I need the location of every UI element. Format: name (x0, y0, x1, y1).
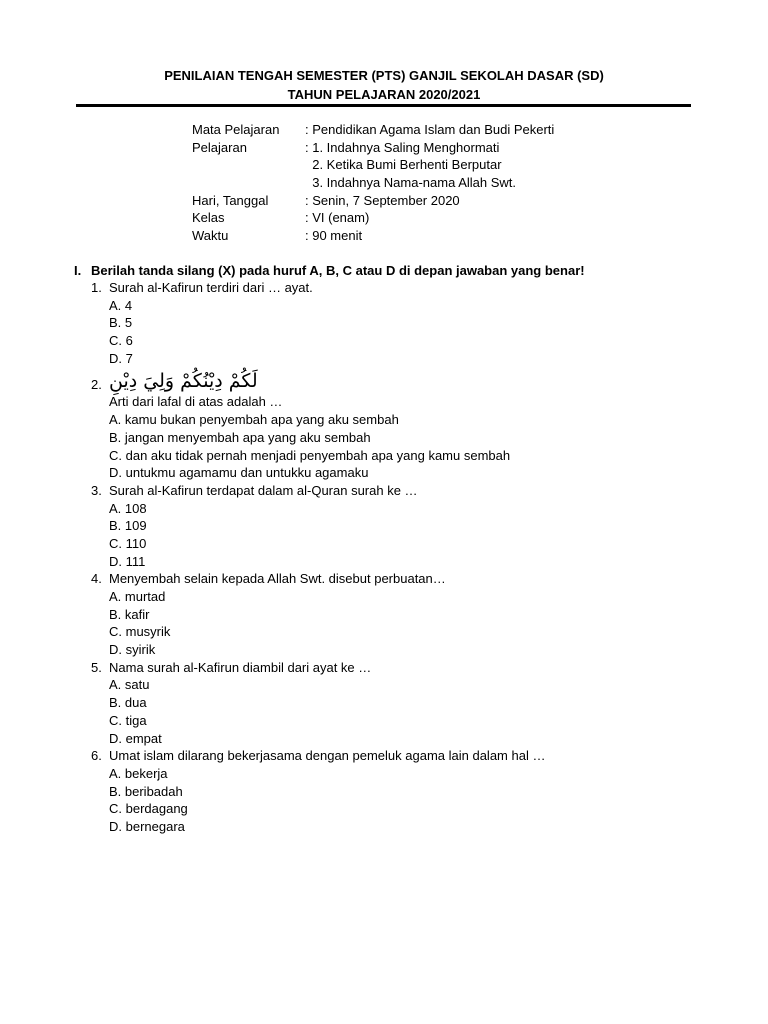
section-instruction (74, 262, 585, 280)
question-5 (91, 659, 545, 677)
info-value: : 90 menit (305, 228, 363, 244)
option-a: A. 4 (109, 297, 133, 313)
question-text: Umat islam dilarang bekerjasama dengan pemeluk agama lain dalam hal … (109, 748, 546, 764)
option-d: D. 7 (109, 350, 133, 366)
question-6 (91, 747, 545, 765)
option-b: B. jangan menyembah apa yang aku sembah (109, 429, 371, 445)
document-header (0, 66, 768, 104)
info-row-mapel (192, 121, 554, 139)
info-value: : Senin, 7 September 2020 (305, 192, 460, 208)
question-number: 1. (91, 280, 102, 295)
option-b: B. 109 (109, 518, 147, 534)
info-label: Waktu (192, 228, 229, 244)
info-row-waktu (192, 227, 554, 245)
option-b: B. 5 (109, 315, 133, 331)
option-c: C. 6 (109, 333, 133, 349)
instruction-text: Berilah tanda silang (X) pada huruf A, B, C atau D di depan jawaban yang benar! (91, 263, 585, 278)
option-b: B. dua (109, 695, 147, 711)
info-label: Kelas (192, 210, 225, 226)
option-c: C. dan aku tidak pernah menjadi penyembah apa yang kamu sembah (109, 447, 511, 463)
info-row-pelajaran (192, 139, 554, 157)
info-value: : Pendidikan Agama Islam dan Budi Pekerti (305, 122, 555, 137)
arabic-verse: لَكُمْ دِيْنُكُمْ وَلِيَ دِيْنِ (109, 370, 258, 393)
question-number: 5. (91, 659, 102, 675)
question-text: Nama surah al-Kafirun diambil dari ayat ke … (109, 659, 372, 675)
option-a: A. 108 (109, 500, 147, 516)
option-d: D. syirik (109, 642, 156, 658)
question-3 (91, 482, 545, 500)
info-row-pelajaran-3 (192, 174, 554, 192)
option-d: D. untukmu agamamu dan untukku agamaku (109, 465, 369, 481)
info-value: : 1. Indahnya Saling Menghormati (305, 139, 500, 155)
title-line-1: PENILAIAN TENGAH SEMESTER (PTS) GANJIL SEKOLAH DASAR (SD) (164, 68, 604, 83)
option-c: C. berdagang (109, 801, 188, 817)
info-value: 2. Ketika Bumi Berhenti Berputar (305, 157, 502, 173)
question-number: 4. (91, 571, 102, 587)
question-text: Surah al-Kafirun terdapat dalam al-Quran surah ke … (109, 482, 418, 498)
exam-info (192, 121, 554, 245)
option-a: A. murtad (109, 589, 166, 604)
option-d: D. bernegara (109, 818, 185, 834)
question-text: Arti dari lafal di atas adalah … (109, 394, 283, 410)
question-text: Surah al-Kafirun terdiri dari … ayat. (109, 280, 313, 295)
question-text: Menyembah selain kepada Allah Swt. disebut perbuatan… (109, 571, 446, 587)
question-number: 6. (91, 748, 102, 764)
info-row-pelajaran-2 (192, 156, 554, 174)
info-label: Hari, Tanggal (192, 192, 269, 208)
info-value: : VI (enam) (305, 210, 370, 226)
header-rule (76, 104, 691, 107)
info-label-empty (192, 174, 305, 192)
option-a: A. bekerja (109, 765, 168, 781)
title-line-2: TAHUN PELAJARAN 2020/2021 (287, 87, 481, 102)
info-row-kelas (192, 209, 554, 227)
question-number: 2. (91, 377, 102, 393)
info-value: 3. Indahnya Nama-nama Allah Swt. (305, 175, 517, 191)
question-4 (91, 570, 545, 588)
question-1 (91, 279, 545, 297)
option-b: B. kafir (109, 606, 150, 622)
option-d: D. 111 (109, 553, 146, 569)
info-row-hari (192, 192, 554, 210)
option-a: A. kamu bukan penyembah apa yang aku sembah (109, 412, 399, 428)
question-number: 3. (91, 482, 102, 498)
option-a: A. satu (109, 677, 150, 693)
question-2 (91, 367, 545, 393)
option-d: D. empat (109, 730, 162, 746)
option-c: C. tiga (109, 712, 147, 728)
info-label: Pelajaran (192, 139, 247, 155)
info-label: Mata Pelajaran (192, 122, 280, 137)
option-c: C. 110 (109, 535, 147, 551)
info-label-empty (192, 156, 305, 174)
option-c: C. musyrik (109, 624, 171, 640)
option-b: B. beribadah (109, 783, 183, 799)
question-list (91, 279, 545, 836)
section-number: I. (74, 263, 82, 278)
